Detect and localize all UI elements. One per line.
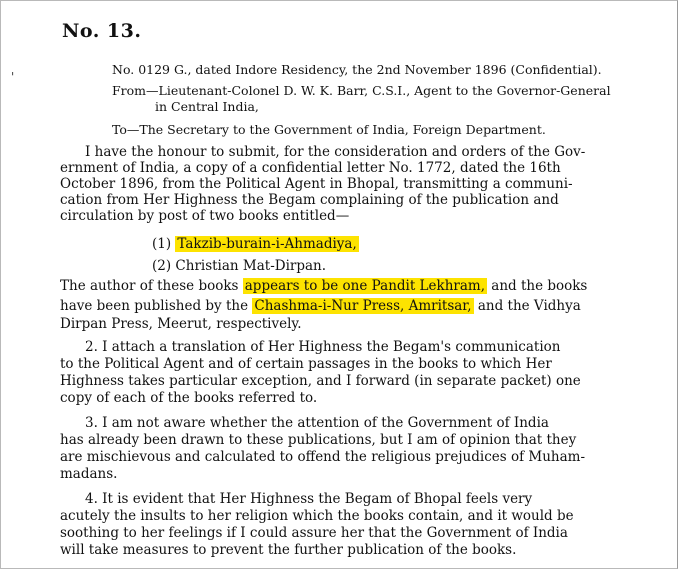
para3-line3: are mischievous and calculated to offend the religious prejudices of Muham- (60, 449, 586, 465)
para1-line5: circulation by post of two books entitled— (60, 208, 350, 224)
para1-line1: I have the honour to submit, for the consideration and orders of the Gov- (85, 144, 586, 160)
press-highlight: Chashma-i-Nur Press, Amritsar, (254, 298, 472, 314)
para3-line4: madans. (60, 466, 118, 482)
text-run: and the books (486, 278, 588, 294)
from-line-2: in Central India, (155, 99, 259, 114)
text-run: have been published by the (60, 298, 253, 314)
margin-mark: ' (11, 70, 15, 84)
para1-line2: ernment of India, a copy of a confidential letter No. 1772, dated the 16th (60, 160, 561, 176)
document-number-heading: No. 13. (62, 20, 142, 42)
text-run: The author of these books (60, 278, 243, 294)
para2-line4: copy of each of the books referred to. (60, 390, 318, 406)
para4-line3: soothing to her feelings if I could assure her that the Government of India (60, 525, 568, 541)
para2-line1: 2. I attach a translation of Her Highness the Begam's communication (85, 339, 561, 355)
letter-header: No. 0129 G., dated Indore Residency, the 2nd November 1896 (Confidential). (112, 62, 602, 77)
para4-line2: acutely the insults to her religion which the books contain, and it would be (60, 508, 574, 524)
para4-line1: 4. It is evident that Her Highness the Begam of Bhopal feels very (85, 491, 533, 507)
author-highlight: appears to be one Pandit Lekhram, (244, 278, 485, 294)
para1-line4: cation from Her Highness the Begam complaining of the publication and (60, 192, 559, 208)
para1b-line2 (60, 298, 581, 314)
book-1-number: (1) (152, 236, 172, 252)
book-1-item (152, 236, 359, 252)
to-line: To—The Secretary to the Government of India, Foreign Department. (112, 122, 546, 137)
from-line-1: From—Lieutenant-Colonel D. W. K. Barr, C.S.I., Agent to the Governor-General (112, 83, 611, 98)
para1-line3: October 1896, from the Political Agent in Bhopal, transmitting a communi- (60, 176, 573, 192)
para4-line4: will take measures to prevent the further publication of the books. (60, 542, 517, 558)
book-1-title-highlight: Takzib-burain-i-Ahmadiya, (177, 236, 357, 252)
book-2-item: (2) Christian Mat-Dirpan. (152, 258, 327, 274)
para3-line2: has already been drawn to these publications, but I am of opinion that they (60, 432, 577, 448)
para2-line3: Highness takes particular exception, and I forward (in separate packet) one (60, 373, 581, 389)
para2-line2: to the Political Agent and of certain passages in the books to which Her (60, 356, 552, 372)
para1b-line1 (60, 278, 587, 294)
para1b-line3: Dirpan Press, Meerut, respectively. (60, 316, 302, 332)
text-run: and the Vidhya (473, 298, 581, 314)
para3-line1: 3. I am not aware whether the attention of the Government of India (85, 415, 549, 431)
